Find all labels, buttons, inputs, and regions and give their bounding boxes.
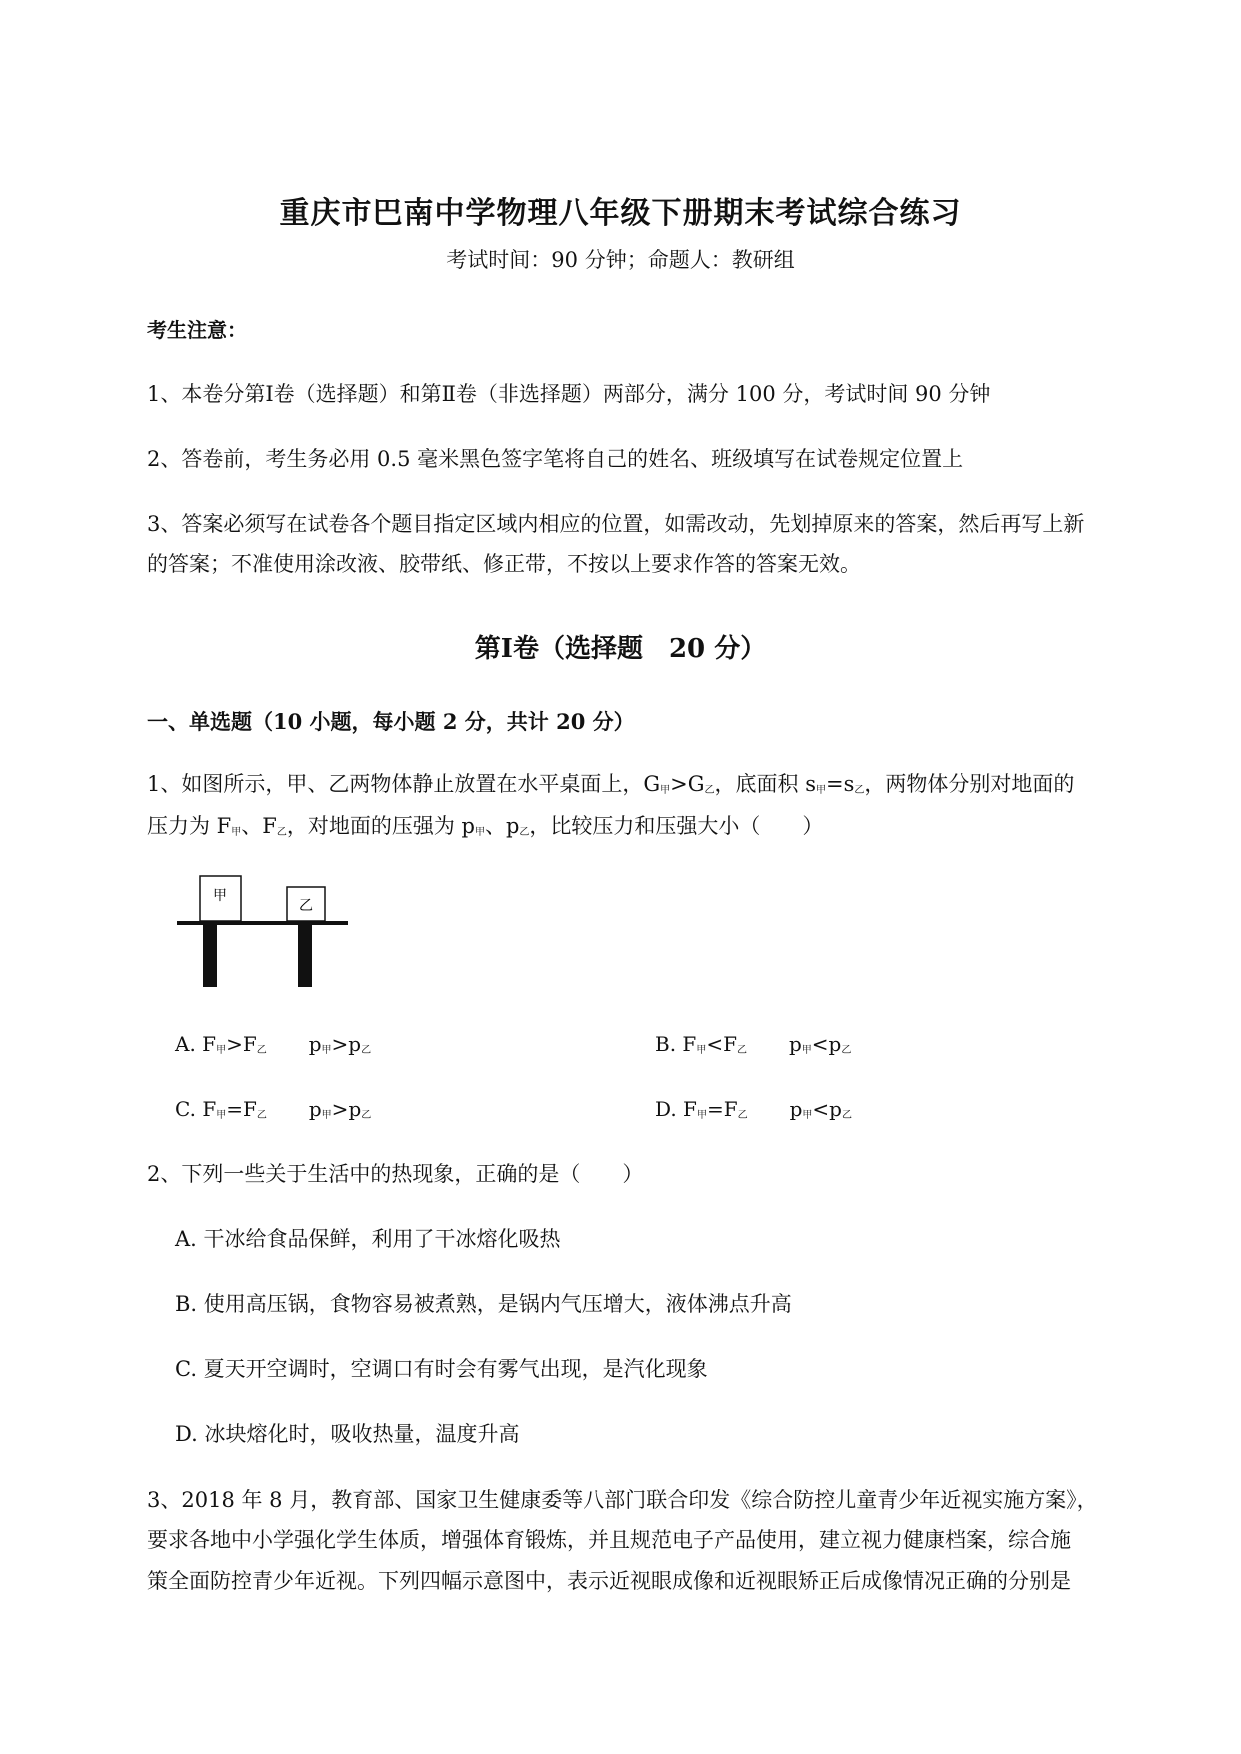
part-heading: 一、单选题（10 小题，每小题 2 分，共计 20 分）: [147, 709, 635, 734]
q2-option-a[interactable]: A. 干冰给食品保鲜，利用了干冰熔化吸热: [175, 1227, 561, 1251]
question-3-line-2: 要求各地中小学强化学生体质，增强体育锻炼，并且规范电子产品使用，建立视力健康档案，综合施: [147, 1528, 1071, 1552]
question-3-line-3: 策全面防控青少年近视。下列四幅示意图中，表示近视眼成像和近视眼矫正后成像情况正确的分别是: [147, 1569, 1071, 1593]
table-blocks-figure: [175, 870, 350, 990]
table-leg-left: [203, 925, 217, 987]
table-leg-right: [298, 925, 312, 987]
q1-option-d[interactable]: D. $F_甲=F_乙$ $p_甲<p_乙$: [655, 1097, 852, 1121]
page-title: 重庆市巴南中学物理八年级下册期末考试综合练习: [279, 196, 962, 231]
block-yi-label: 乙: [299, 898, 313, 914]
q2-option-d[interactable]: D. 冰块熔化时，吸收热量，温度升高: [175, 1422, 520, 1446]
exam-info: 考试时间：90 分钟；命题人：教研组: [446, 248, 795, 272]
notice-item-3-cont: 的答案；不准使用涂改液、胶带纸、修正带，不按以上要求作答的答案无效。: [147, 552, 861, 576]
q2-option-c[interactable]: C. 夏天开空调时，空调口有时会有雾气出现，是汽化现象: [175, 1357, 708, 1381]
question-3-line-1: 3、2018 年 8 月，教育部、国家卫生健康委等八部门联合印发《综合防控儿童青少年近视实施方案》，: [147, 1488, 1098, 1512]
section-title: 第Ⅰ卷（选择题 20 分）: [474, 634, 767, 664]
q1-option-a[interactable]: A. $F_甲>F_乙$ $p_甲>p_乙$: [175, 1032, 372, 1056]
q2-option-b[interactable]: B. 使用高压锅，食物容易被煮熟，是锅内气压增大，液体沸点升高: [175, 1292, 792, 1316]
notice-item-1: 1、本卷分第Ⅰ卷（选择题）和第Ⅱ卷（非选择题）两部分，满分 100 分，考试时间 90 分钟: [147, 382, 991, 406]
question-2-stem: 2、下列一些关于生活中的热现象，正确的是（ ）: [147, 1162, 644, 1186]
notice-item-2: 2、答卷前，考生务必用 0.5 毫米黑色签字笔将自己的姓名、班级填写在试卷规定位置上: [147, 447, 964, 471]
question-1-line-1: 1、如图所示，甲、乙两物体静止放置在水平桌面上，$G_甲>G_乙$，底面积 $s_甲=s_乙$，两物体分别对地面的: [147, 772, 1075, 796]
q1-option-b[interactable]: B. $F_甲<F_乙$ $p_甲<p_乙$: [655, 1032, 852, 1056]
block-jia-label: 甲: [213, 888, 227, 904]
notice-item-3: 3、答案必须写在试卷各个题目指定区域内相应的位置，如需改动，先划掉原来的答案，然后再写上新: [147, 512, 1085, 536]
q1-option-c[interactable]: C. $F_甲=F_乙$ $p_甲>p_乙$: [175, 1097, 372, 1121]
notice-heading: 考生注意：: [147, 318, 247, 342]
question-1-line-2: 压力为 $F_甲$、$F_乙$，对地面的压强为 $p_甲$、$p_乙$，比较压力和压强大小（ ）: [147, 814, 824, 838]
